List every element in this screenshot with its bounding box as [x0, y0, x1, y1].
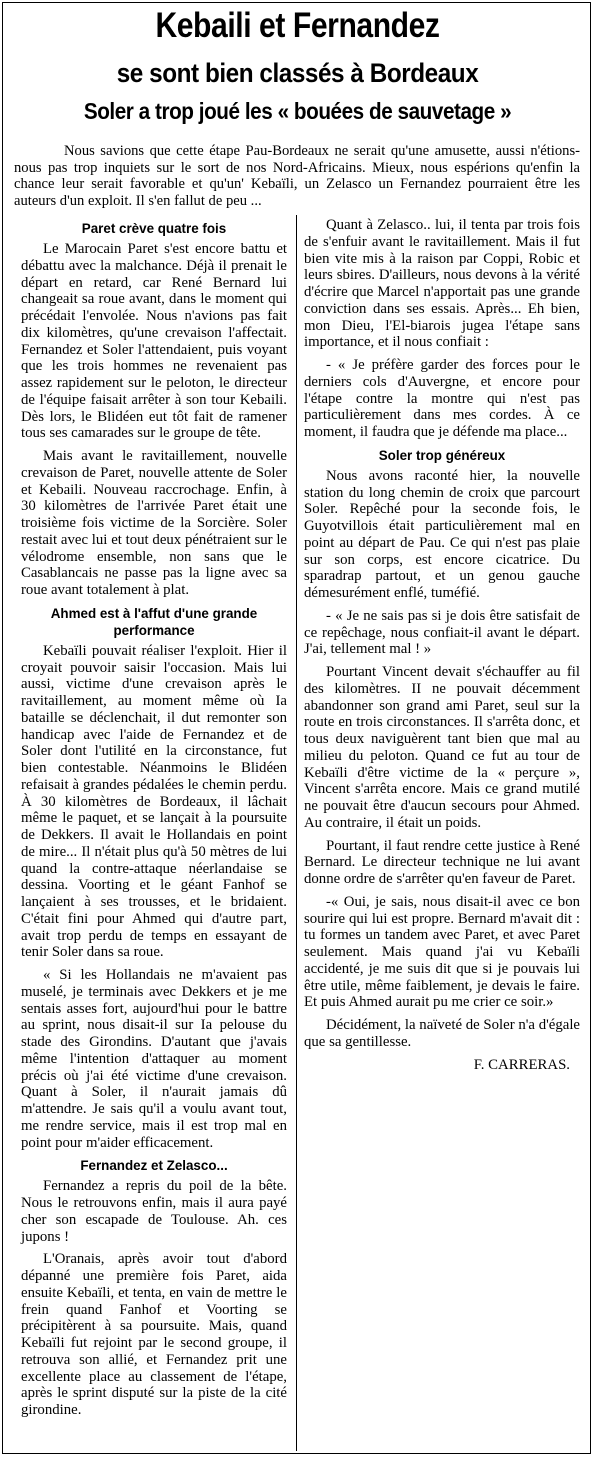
- paragraph: Décidément, la naïveté de Soler n'a d'égale que sa gentillesse.: [304, 1017, 580, 1050]
- paragraph: « Si les Hollandais ne m'avaient pas muselé, je terminais avec Dekkers et je me sentais asses fort, aujourd'hui pour le battre au sprint, nous disait-il sur Ia pelouse du stade des Girondins. D'autant que j'avais même l'intention d'attaquer au moment précis où j'ai été victime d'une crevaison. Quant à Soler, il n'aurait jamais dû m'attendre. Je sais qu'il a voulu avant tout, me rendre service, mais il est trop mal en point pour m'aider efficacement.: [21, 967, 287, 1151]
- paragraph: Mais avant le ravitaillement, nouvelle crevaison de Paret, nouvelle attente de Soler et Kebaili. Nouveau raccrochage. Enfin, à 30 kilomètres de l'arrivée Paret était une troisième fois victime de la Sorcière. Soler restait avec lui et tout deux pénétraient sur le vélodrome ensemble, non sans que le Casablancais ne passe pas la ligne avec sa roue avant totalement à plat.: [21, 448, 287, 598]
- left-column: [21, 217, 287, 1419]
- article-title: Kebaili et Fernandez: [155, 6, 440, 45]
- right-column: [304, 217, 580, 1073]
- paragraph: Pourtant, il faut rendre cette justice à René Bernard. Le directeur technique ne lui avant donne ordre de s'arrêter qu'en faveur de Paret.: [304, 837, 580, 887]
- paragraph: Le Marocain Paret s'est encore battu et débattu avec la malchance. Déjà il prenait le départ en retard, car René Bernard lui changeait sa roue avant, dans le moment qui précédait l'envolée. Nous n'avions pas fait dix kilomètres, qu'une crevaison l'affectait. Fernandez et Soler l'attendaient, puis voyant que les trois hommes ne revenaient pas assez rapidement sur le peloton, le directeur de l'équipe faisait arrêter à son tour Kebaili. Dès lors, le Blidéen eut tôt fait de ramener tous ses camarades sur le groupe de tête.: [21, 241, 287, 442]
- article-subtitle: se sont bien classés à Bordeaux: [116, 58, 479, 88]
- author-signature: F. CARRERAS.: [473, 1056, 570, 1073]
- article-deck: Soler a trop joué les « bouées de sauvetage »: [83, 98, 512, 124]
- paragraph: L'Oranais, après avoir tout d'abord dépanné une première fois Paret, aida ensuite Kebaïli, et tenta, en vain de mettre le frein quand Fanhof et Voorting se précipitèrent à sa poursuite. Mais, quand Kebaïli fut rejoint par le second groupe, il retrouva son allié, et Fernandez prit une excellente place au classement de l'étape, après le sprint disputé sur la piste de la cité girondine.: [21, 1251, 287, 1418]
- paragraph: Nous avons raconté hier, la nouvelle station du long chemin de croix que parcourt Soler. Repêché pour la seconde fois, le Guyotvillois était particulièrement mal en point au départ de Pau. Ce qui n'est pas plaie sur son corps, est encore cicatrice. Du sparadrap partout, et un genou gauche démesurément enflé, tuméfié.: [304, 467, 580, 601]
- section-heading: Paret crève quatre fois: [81, 221, 227, 236]
- paragraph: - « Je préfère garder des forces pour le derniers cols d'Auvergne, et encore pour l'étape contre la montre qui n'est pas particulièrement dans mes cordes. À ce moment, il faudra que je défende ma place...: [304, 357, 580, 440]
- paragraph: Quant à Zelasco.. lui, il tenta par trois fois de s'enfuir avant le ravitaillement. Mais il fut bien vite mis à la raison par Coppi, Robic et leurs sbires. D'ailleurs, nous devons à la vérité d'écrire que Marcel n'apportait pas une grande conviction dans ses essais. Après... Eh bien, mon Dieu, l'El-biarois jugea l'étape sans importance, et il nous confiait :: [304, 217, 580, 351]
- paragraph: Pourtant Vincent devait s'échauffer au fil des kilomètres. II ne pouvait décemment abandonner son grand ami Paret, seul sur la route en trois circonstances. Il s'arrêta donc, et tous deux naviguèrent tant bien que mal au milieu du peloton. Quand ce fut au tour de Kebaïli d'être victime de la « perçure », Vincent s'arrêta encore. Mais ce grand mutilé ne pouvait être d'aucun secours pour Ahmed. Au contraire, il était un poids.: [304, 664, 580, 831]
- section-heading: Soler trop généreux: [378, 447, 506, 463]
- article-intro: Nous savions que cette étape Pau-Bordeaux ne serait qu'une amusette, aussi n'étions-nous pas trop inquiets sur le sort de nos Nord-Africains. Mieux, nous espérions qu'enfin la chance leur serait favorable et qu'un' Kebaïli, un Zelasco un Fernandez pourraient être les auteurs d'un exploit. Il s'en fallut de peu ...: [14, 143, 580, 209]
- section-heading: Fernandez et Zelasco...: [80, 1158, 228, 1174]
- section-heading: Ahmed est à l'affut d'une grande performance: [50, 605, 258, 638]
- column-divider: [296, 215, 297, 1451]
- paragraph: Fernandez a repris du poil de la bête. Nous le retrouvons enfin, mais il aura payé cher son escapade de Toulouse. Ah. ces jupons !: [21, 1178, 287, 1245]
- paragraph: - « Je ne sais pas si je dois être satisfait de ce repêchage, nous confiait-il avant le départ. J'ai, tellement mal ! »: [304, 607, 580, 658]
- paragraph: Kebaïli pouvait réaliser l'exploit. Hier il croyait pouvoir saisir l'occasion. Mais lui aussi, victime d'une crevaison après le ravitaillement, au moment même où Ia bataille se déclenchait, il dut remonter son handicap avec l'aide de Fernandez et de Soler dont l'utilité en la circonstance, fut bien contestable. Néanmoins le Blidéen refaisait à grandes pédalées le chemin perdu. À 30 kilomètres de Bordeaux, il lâchait même le paquet, et se lançait à la poursuite de Dekkers. Il avait le Hollandais en point de mire... Il n'était plus qu'à 50 mètres de lui quand la contre-attaque néerlandaise se dessina. Voorting et le géant Fanhof se lançaient à ses trousses, et le bridaient. C'était fini pour Ahmed qui d'autre part, avait trop perdu de temps en essayant de tenir Soler dans sa roue.: [21, 642, 287, 961]
- paragraph: -« Oui, je sais, nous disait-il avec ce bon sourire qui lui est propre. Bernard m'avait dit : tu formes un tandem avec Paret, et avec Paret seulement. Mais quand j'ai vu Kebaïli accidenté, je me suis dit que si je pouvais lui être utile, même faiblement, je devais le faire. Et puis Ahmed aurait pu me crier ce soir.»: [304, 893, 580, 1011]
